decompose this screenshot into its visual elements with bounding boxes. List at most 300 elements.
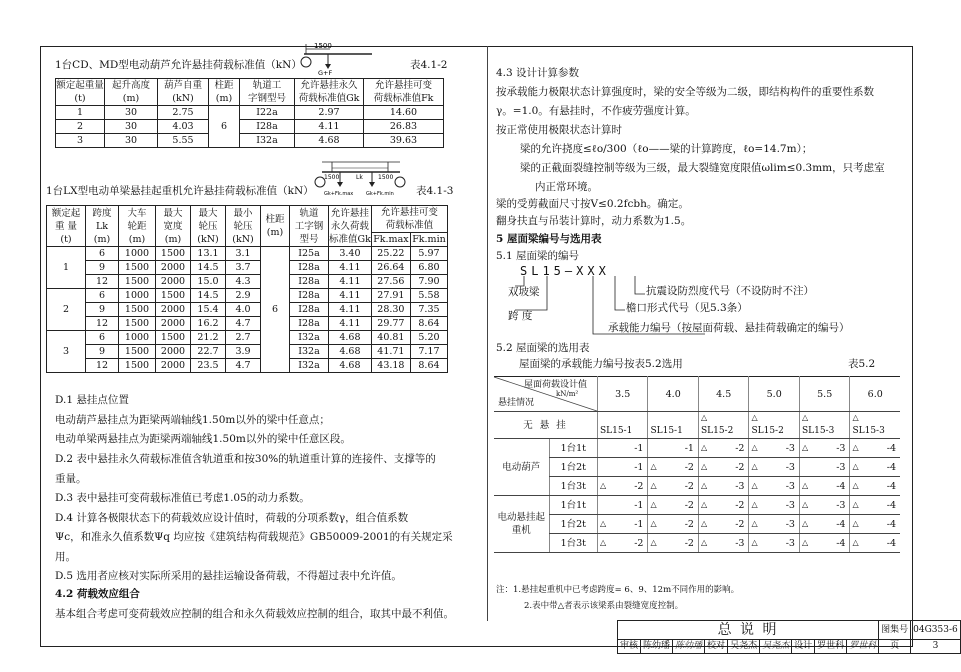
beam-code-suffix: -1	[634, 518, 644, 530]
load-value-header: 5.0	[749, 377, 800, 412]
footnote-2: 2.表中带△者表示该梁系由裂缝宽度控制。	[524, 601, 684, 611]
header-var: 允许悬挂可变 荷载标准值Fk	[364, 79, 444, 106]
corner-top: 屋面荷载设计值	[524, 380, 588, 390]
triangle-icon: △	[599, 519, 607, 528]
beam-code-suffix: -4	[836, 480, 846, 492]
triangle-icon: △	[801, 500, 809, 509]
triangle-icon: △	[751, 443, 758, 452]
table-41-2-label: 表4.1-2	[410, 59, 448, 71]
cell: 12	[86, 275, 119, 289]
cell: 4.11	[329, 261, 372, 275]
triangle-icon: △	[801, 413, 809, 422]
cell: 15.4	[191, 303, 226, 317]
cell: 3.7	[226, 261, 261, 275]
beam-code-suffix: -2	[684, 480, 694, 492]
group-label: 电动悬挂起重机	[494, 496, 549, 553]
table-row	[47, 303, 448, 317]
cell: I28a	[290, 261, 329, 275]
triangle-icon: △	[599, 538, 607, 547]
table-row	[56, 134, 444, 148]
note-line: 电动葫芦悬挂点为距梁两端轴线1.50m以外的梁中任意点；	[55, 414, 330, 426]
load-value-header: 4.0	[648, 377, 699, 412]
cell: 4.3	[226, 275, 261, 289]
note-line: 4.2 荷载效应组合	[55, 588, 140, 600]
cell-rated: 2	[47, 289, 86, 331]
beam-code-suffix: -4	[886, 518, 896, 530]
beam-code-cell: SL15-1	[650, 426, 683, 436]
cell: 21.2	[191, 331, 226, 345]
triangle-icon: △	[650, 462, 657, 471]
corner-cell	[494, 377, 597, 412]
beam-code-suffix: -3	[785, 480, 795, 492]
cell: 5.20	[410, 331, 447, 345]
page-no: 3	[911, 640, 961, 654]
cell: 27.91	[371, 289, 410, 303]
triangle-icon: △	[852, 413, 859, 422]
cell: 7.90	[410, 275, 447, 289]
triangle-icon: △	[751, 500, 758, 509]
beam-code-suffix: -2	[634, 480, 644, 492]
s52-label: 表5.2	[848, 358, 876, 370]
cell: 1500	[119, 303, 156, 317]
cell: 26.64	[371, 261, 410, 275]
column-divider	[487, 46, 488, 621]
load-value-header: 3.5	[597, 377, 648, 412]
cell: 5.55	[158, 134, 209, 148]
cell: I28a	[290, 303, 329, 317]
cell: 2000	[156, 359, 191, 373]
cell: 30	[105, 120, 158, 134]
cell: 6.80	[410, 261, 447, 275]
beam-code-suffix: -1	[634, 442, 644, 454]
triangle-icon: △	[700, 481, 708, 490]
beam-code-suffix: -1	[634, 461, 644, 473]
beam-code-suffix: -2	[735, 461, 745, 473]
role-label: 设计	[792, 640, 815, 654]
cell: 1500	[119, 345, 156, 359]
cell: 22.7	[191, 345, 226, 359]
hoist-diagram	[296, 40, 376, 76]
cell: 3.9	[226, 345, 261, 359]
header-height: 起升高度 (m)	[105, 79, 158, 106]
note-line: 电动单梁两悬挂点为距梁两端轴线1.50m以外的梁中任意区段。	[55, 433, 351, 445]
code-cz: 承载能力编号（按屋面荷载、悬挂荷载确定的编号）	[608, 322, 850, 334]
section-51-title: 5.1 屋面梁的编号	[496, 250, 580, 262]
cell: 2	[56, 120, 105, 134]
note-line: 基本组合考虑可变荷载效应控制的组合和永久荷载效应控制的组合，取其中最不利值。	[55, 608, 454, 620]
s43-line5: 梁的正截面裂缝控制等级为三级，最大裂缝宽度限值ωlim≤0.3mm，只考虑室	[520, 162, 885, 174]
cell: 4.0	[226, 303, 261, 317]
cell: 2000	[156, 317, 191, 331]
section-43-title: 4.3 设计计算参数	[496, 67, 580, 79]
table-41-2	[55, 78, 444, 148]
note-line: D.2 表中悬挂永久荷载标准值含轨道重和按30%的轨道重计算的连接件、支撑等的	[55, 453, 436, 465]
cell: 4.68	[329, 359, 372, 373]
diagram-left-dim: 1500	[324, 174, 340, 181]
table-row-none	[494, 412, 900, 439]
corner-bottom: 悬挂情况	[498, 398, 535, 408]
diagram-force: G+F	[318, 69, 333, 77]
row-label: 1台2t	[549, 458, 597, 477]
cell: 4.7	[226, 317, 261, 331]
cell: 2000	[156, 275, 191, 289]
cell: 4.11	[295, 120, 364, 134]
header-wheelbase: 大车 轮距 (m)	[119, 206, 156, 247]
header-rail: 轨道 工字钢 型号	[290, 206, 329, 247]
cell: 28.30	[371, 303, 410, 317]
beam-code-suffix: -1	[684, 442, 694, 454]
table-row	[47, 247, 448, 261]
cell: 41.71	[371, 345, 410, 359]
triangle-icon: △	[650, 519, 657, 528]
cell: 2.7	[226, 331, 261, 345]
beam-code-suffix: -2	[735, 499, 745, 511]
role-name: 罗世科	[815, 640, 847, 654]
title-block	[617, 620, 961, 654]
beam-code-suffix: -4	[886, 461, 896, 473]
triangle-icon: △	[599, 481, 607, 490]
group-label: 电动葫芦	[494, 439, 549, 496]
table-row	[47, 289, 448, 303]
s43-line1: 按承载能力极限状态计算强度时，梁的安全等级为二级，即结构构件的重要性系数	[496, 86, 874, 98]
table-41-3	[46, 205, 448, 373]
table-row	[47, 317, 448, 331]
header-width: 最大 宽度 (m)	[156, 206, 191, 247]
code-span: 跨 度	[508, 310, 533, 322]
triangle-icon: △	[700, 443, 708, 452]
code-dk: 檐口形式代号（见5.3条）	[626, 302, 748, 314]
cell: 14.5	[191, 261, 226, 275]
title-row	[618, 621, 961, 640]
cell: 40.81	[371, 331, 410, 345]
cell: 6	[86, 289, 119, 303]
cell: 29.77	[371, 317, 410, 331]
table-header-row	[47, 206, 448, 233]
triangle-icon: △	[852, 462, 859, 471]
code-x3: X	[598, 264, 610, 278]
table-row	[56, 106, 444, 120]
beam-code-suffix: -2	[735, 518, 745, 530]
cell: I28a	[290, 289, 329, 303]
cell-column-spacing: 6	[209, 106, 240, 148]
row-label: 1台3t	[549, 477, 597, 496]
cell: 2.9	[226, 289, 261, 303]
cell: 4.03	[158, 120, 209, 134]
cell: 43.18	[371, 359, 410, 373]
beam-code-suffix: -4	[886, 480, 896, 492]
triangle-icon: △	[700, 500, 708, 509]
cell: 8.64	[410, 317, 447, 331]
signature: 罗世科	[847, 640, 879, 654]
cell: 1500	[156, 331, 191, 345]
cell: 15.0	[191, 275, 226, 289]
header-fmax: Fk.max	[373, 234, 409, 245]
cell: 26.83	[364, 120, 444, 134]
diagram-force-right: Gk+Fk.min	[366, 191, 394, 197]
s43-line2: γ。=1.0。有悬挂时，不作疲劳强度计算。	[496, 105, 696, 117]
row-label: 1台1t	[549, 496, 597, 515]
table-row	[47, 275, 448, 289]
note-line: D.3 表中悬挂可变荷载标准值已考虑1.05的动力系数。	[55, 492, 310, 504]
role-name: 陈幼璠	[641, 640, 673, 654]
triangle-icon: △	[751, 481, 758, 490]
cell: 1500	[119, 317, 156, 331]
atlas-label: 图集号	[879, 621, 911, 640]
triangle-icon: △	[650, 500, 657, 509]
cell: 6	[86, 331, 119, 345]
cell: 30	[105, 106, 158, 120]
table-row	[494, 477, 900, 496]
table-41-3-title: 1台LX型电动单梁悬挂起重机允许悬挂荷载标准值（kN）	[46, 185, 314, 197]
role-name: 吴尧杰	[728, 640, 760, 654]
cell: I28a	[240, 120, 295, 134]
row-label: 1台1t	[549, 439, 597, 458]
cell: 1500	[119, 359, 156, 373]
triangle-icon: △	[751, 462, 758, 471]
header-max-load: 最大 轮压 (kN)	[191, 206, 226, 247]
cell: I32a	[290, 331, 329, 345]
beam-code-suffix: -4	[886, 537, 896, 549]
triangle-icon: △	[801, 443, 809, 452]
beam-code-suffix: -3	[785, 518, 795, 530]
s43-line7: 梁的受剪截面尺寸按V≤0.2fcbh。确定。	[496, 198, 689, 210]
cell: 7.35	[410, 303, 447, 317]
beam-code-suffix: -3	[836, 499, 846, 511]
table-row	[56, 120, 444, 134]
table-row	[47, 345, 448, 359]
signature: 吴尧杰	[760, 640, 792, 654]
diagram-mid-dim: Lk	[356, 174, 363, 181]
table-52	[494, 376, 900, 553]
cell: 39.63	[364, 134, 444, 148]
header-span: 跨度 Lk (m)	[86, 206, 119, 247]
s52-sub: 屋面梁的承载能力编号按表5.2选用	[519, 358, 683, 370]
cell: 1000	[119, 247, 156, 261]
cell: 9	[86, 345, 119, 359]
cell: 4.7	[226, 359, 261, 373]
cell: 4.11	[329, 275, 372, 289]
footnote-1: 注：1.悬挂起重机中已考虑跨度= 6、9、12m不同作用的影响。	[496, 585, 740, 595]
triangle-icon: △	[852, 443, 859, 452]
cell: 5.97	[410, 247, 447, 261]
cell: 3.40	[329, 247, 372, 261]
cell: I28a	[290, 317, 329, 331]
sheet-title: 总 说 明	[618, 621, 879, 640]
triangle-icon: △	[700, 519, 708, 528]
cell: 2.97	[295, 106, 364, 120]
beam-code-suffix: -4	[836, 537, 846, 549]
triangle-icon: △	[801, 538, 809, 547]
table-row	[47, 331, 448, 345]
table-row	[47, 359, 448, 373]
cell: 1000	[119, 289, 156, 303]
cell: 27.56	[371, 275, 410, 289]
cell: 13.1	[191, 247, 226, 261]
beam-code-suffix: -2	[634, 537, 644, 549]
cell: 7.17	[410, 345, 447, 359]
cell: 4.68	[295, 134, 364, 148]
cell: I22a	[240, 106, 295, 120]
cell: 4.11	[329, 317, 372, 331]
signature: 陈幼璠	[673, 640, 705, 654]
cell: I28a	[290, 275, 329, 289]
triangle-icon: △	[650, 538, 657, 547]
cell: 6	[86, 247, 119, 261]
cell: 2.75	[158, 106, 209, 120]
section-5-title: 5 屋面梁编号与选用表	[496, 233, 602, 245]
diagram-span: 1500	[314, 42, 332, 50]
beam-code-suffix: -3	[836, 461, 846, 473]
table-header-row	[56, 79, 444, 106]
code-kz: 抗震设防烈度代号（不设防时不注）	[646, 285, 814, 297]
cell: 1500	[119, 261, 156, 275]
header-column-spacing: 柱距 (m)	[209, 79, 240, 106]
load-value-header: 4.5	[698, 377, 749, 412]
table-row	[494, 496, 900, 515]
cell: 1500	[156, 247, 191, 261]
cell: 2000	[156, 303, 191, 317]
s43-line3: 按正常使用极限状态计算时	[496, 124, 622, 136]
cell: 4.11	[329, 303, 372, 317]
cell: 30	[105, 134, 158, 148]
cell: 2000	[156, 345, 191, 359]
role-label: 校对	[705, 640, 728, 654]
cell: I32a	[290, 345, 329, 359]
beam-code-suffix: -1	[634, 499, 644, 511]
note-line: D.5 选用者应核对实际所采用的悬挂运输设备荷载，不得超过表中允许值。	[55, 570, 402, 582]
triangle-icon: △	[700, 462, 708, 471]
beam-code-cell: SL15-3	[801, 426, 835, 436]
header-var: 允许悬挂可变 荷载标准值	[371, 206, 447, 233]
cell: 3	[56, 134, 105, 148]
triangle-icon: △	[852, 538, 859, 547]
cell: 2000	[156, 261, 191, 275]
row-label: 1台3t	[549, 534, 597, 553]
beam-code-cell: SL15-2	[751, 426, 784, 436]
cell: 1500	[156, 289, 191, 303]
beam-code-cell: SL15-3	[852, 426, 885, 436]
load-value-header: 5.5	[799, 377, 850, 412]
s43-line8: 翻身扶直与吊装计算时，动力系数为1.5。	[496, 215, 692, 227]
note-line: D.4 计算各极限状态下的荷载效应设计值时，荷载的分项系数γ，组合值系数	[55, 512, 409, 524]
code-shuangpo: 双坡梁	[508, 286, 540, 298]
triangle-icon: △	[751, 413, 758, 422]
header-rated: 额定起重量 (t)	[56, 80, 104, 104]
table-row	[494, 439, 900, 458]
cell-rated: 1	[47, 247, 86, 289]
table-row	[494, 515, 900, 534]
cell: 4.68	[329, 345, 372, 359]
header-rated: 额定起 重 量 (t)	[47, 206, 86, 247]
cell: 14.5	[191, 289, 226, 303]
s43-line4: 梁的允许挠度≤ℓo/300（ℓo——梁的计算跨度，ℓo=14.7m）；	[520, 143, 813, 155]
cell-column-spacing: 6	[261, 247, 290, 373]
table-header-row	[494, 377, 900, 412]
beam-code-suffix: -2	[684, 518, 694, 530]
atlas-no: 04G353-6	[911, 621, 961, 640]
beam-code-suffix: -2	[684, 537, 694, 549]
cell: 4.68	[329, 331, 372, 345]
cell: I25a	[290, 247, 329, 261]
cell: 12	[86, 317, 119, 331]
beam-code-suffix: -3	[735, 537, 745, 549]
cell: I32a	[290, 359, 329, 373]
cell: 23.5	[191, 359, 226, 373]
code-prefix: SL15	[520, 264, 565, 278]
header-perm: 允许悬挂永久 荷载标准值Gk	[295, 79, 364, 106]
code-dash: —	[564, 264, 577, 278]
table-row	[494, 534, 900, 553]
table-41-3-label: 表4.1-3	[416, 185, 454, 197]
triangle-icon: △	[852, 481, 859, 490]
table-row	[47, 261, 448, 275]
code-x2: X	[587, 264, 599, 278]
row-label: 1台2t	[549, 515, 597, 534]
triangle-icon: △	[650, 481, 657, 490]
cell: 16.2	[191, 317, 226, 331]
page-label: 页	[879, 640, 911, 654]
corner-unit: kN/m²	[556, 390, 579, 398]
beam-code-cell: SL15-1	[599, 426, 633, 436]
crane-diagram	[310, 158, 410, 204]
beam-code-suffix: -4	[836, 518, 846, 530]
beam-code-suffix: -2	[735, 442, 745, 454]
cell: 5.58	[410, 289, 447, 303]
beam-code-suffix: -2	[684, 461, 694, 473]
beam-code-suffix: -3	[735, 480, 745, 492]
beam-code-suffix: -4	[886, 442, 896, 454]
triangle-icon: △	[751, 538, 758, 547]
header-column-spacing: 柱距 (m)	[261, 206, 290, 247]
note-line: Ψc，和准永久值系数Ψq 均应按《建筑结构荷载规范》GB50009-2001的有关规定采	[55, 531, 453, 543]
beam-code-suffix: -3	[785, 461, 795, 473]
triangle-icon: △	[700, 538, 708, 547]
header-rail: 轨道工 字钢型号	[240, 79, 295, 106]
section-52-title: 5.2 屋面梁的选用表	[496, 342, 590, 354]
note-line: 重量。	[55, 473, 87, 485]
code-x1: X	[576, 264, 588, 278]
beam-code-suffix: -3	[785, 442, 795, 454]
cell: 14.60	[364, 106, 444, 120]
header-min-load: 最小 轮压 (kN)	[226, 206, 261, 247]
cell: 25.22	[371, 247, 410, 261]
triangle-icon: △	[751, 519, 758, 528]
cell: I32a	[240, 134, 295, 148]
triangle-icon: △	[700, 413, 708, 422]
cell-rated: 3	[47, 331, 86, 373]
cell: 8.64	[410, 359, 447, 373]
header-perm: 允许悬挂 永久荷载 标准值Gk	[329, 207, 371, 245]
load-value-header: 6.0	[850, 377, 900, 412]
cell: 1	[56, 106, 105, 120]
triangle-icon: △	[801, 481, 809, 490]
cell: 9	[86, 303, 119, 317]
s43-line6: 内正常环境。	[535, 181, 598, 193]
table-41-2-title: 1台CD、MD型电动葫芦允许悬挂荷载标准值（kN）	[55, 59, 302, 71]
table-row	[494, 458, 900, 477]
none-label: 无 悬 挂	[494, 412, 597, 439]
triangle-icon: △	[801, 519, 809, 528]
beam-code-suffix: -4	[886, 499, 896, 511]
cell: 9	[86, 261, 119, 275]
beam-code-suffix: -2	[684, 499, 694, 511]
cell: 4.11	[329, 289, 372, 303]
diagram-force-left: Gk+Fk.max	[324, 191, 354, 197]
diagram-right-dim: 1500	[378, 174, 394, 181]
cell: 1000	[119, 331, 156, 345]
triangle-icon: △	[852, 500, 859, 509]
cell: 12	[86, 359, 119, 373]
